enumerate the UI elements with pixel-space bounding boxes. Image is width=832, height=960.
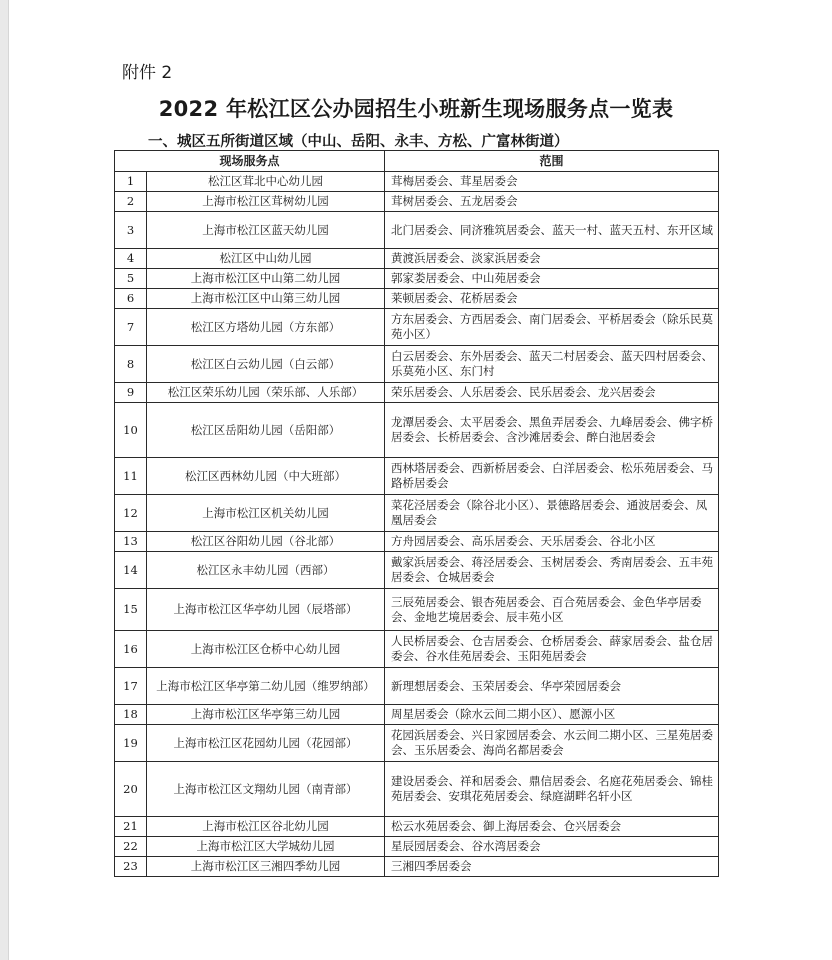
row-number: 8	[115, 346, 147, 383]
table-row	[115, 269, 719, 289]
row-site: 松江区西林幼儿园（中大班部）	[147, 458, 385, 495]
row-site: 上海市松江区茸树幼儿园	[147, 192, 385, 212]
row-number: 3	[115, 212, 147, 249]
row-site: 松江区中山幼儿园	[147, 249, 385, 269]
row-scope: 白云居委会、东外居委会、蓝天二村居委会、蓝天四村居委会、乐莫苑小区、东门村	[385, 346, 719, 383]
row-site: 松江区茸北中心幼儿园	[147, 172, 385, 192]
section-title: 一、城区五所街道区域（中山、岳阳、永丰、方松、广富林街道）	[148, 134, 569, 150]
row-site: 上海市松江区华亭幼儿园（辰塔部）	[147, 589, 385, 631]
row-scope: 菜花泾居委会（除谷北小区）、景德路居委会、通波居委会、凤凰居委会	[385, 495, 719, 532]
table-row	[115, 762, 719, 817]
table-row	[115, 403, 719, 458]
row-number: 15	[115, 589, 147, 631]
row-scope: 茸梅居委会、茸星居委会	[385, 172, 719, 192]
row-number: 6	[115, 289, 147, 309]
row-scope: 三辰苑居委会、银杏苑居委会、百合苑居委会、金色华亭居委会、金地艺境居委会、辰丰苑小区	[385, 589, 719, 631]
table-row	[115, 668, 719, 705]
table-row	[115, 309, 719, 346]
row-scope: 周星居委会（除水云间二期小区）、愿源小区	[385, 705, 719, 725]
row-scope: 戴家浜居委会、蒋泾居委会、玉树居委会、秀南居委会、五丰苑居委会、仓城居委会	[385, 552, 719, 589]
row-number: 19	[115, 725, 147, 762]
table-row	[115, 249, 719, 269]
row-site: 松江区谷阳幼儿园（谷北部）	[147, 532, 385, 552]
row-scope: 郭家娄居委会、中山苑居委会	[385, 269, 719, 289]
row-scope: 黄渡浜居委会、淡家浜居委会	[385, 249, 719, 269]
row-scope: 西林塔居委会、西新桥居委会、白洋居委会、松乐苑居委会、马路桥居委会	[385, 458, 719, 495]
row-site: 上海市松江区三湘四季幼儿园	[147, 857, 385, 877]
row-site: 松江区方塔幼儿园（方东部）	[147, 309, 385, 346]
row-site: 松江区白云幼儿园（白云部）	[147, 346, 385, 383]
row-scope: 莱顿居委会、花桥居委会	[385, 289, 719, 309]
row-number: 10	[115, 403, 147, 458]
table-row	[115, 346, 719, 383]
table-row	[115, 495, 719, 532]
service-points-table	[114, 150, 719, 877]
table-row	[115, 725, 719, 762]
row-site: 上海市松江区谷北幼儿园	[147, 817, 385, 837]
row-number: 21	[115, 817, 147, 837]
row-number: 4	[115, 249, 147, 269]
table-row	[115, 192, 719, 212]
row-number: 11	[115, 458, 147, 495]
row-number: 14	[115, 552, 147, 589]
row-scope: 北门居委会、同济雅筑居委会、蓝天一村、蓝天五村、东开区域	[385, 212, 719, 249]
row-scope: 人民桥居委会、仓吉居委会、仓桥居委会、薛家居委会、盐仓居委会、谷水佳苑居委会、玉阳苑居委会	[385, 631, 719, 668]
table-row	[115, 458, 719, 495]
table-row	[115, 631, 719, 668]
table-row	[115, 532, 719, 552]
table-row	[115, 837, 719, 857]
row-site: 松江区岳阳幼儿园（岳阳部）	[147, 403, 385, 458]
row-scope: 茸树居委会、五龙居委会	[385, 192, 719, 212]
row-number: 1	[115, 172, 147, 192]
row-number: 23	[115, 857, 147, 877]
row-site: 上海市松江区花园幼儿园（花园部）	[147, 725, 385, 762]
row-scope: 方东居委会、方西居委会、南门居委会、平桥居委会（除乐民莫苑小区）	[385, 309, 719, 346]
table-row	[115, 172, 719, 192]
row-number: 5	[115, 269, 147, 289]
row-scope: 荣乐居委会、人乐居委会、民乐居委会、龙兴居委会	[385, 383, 719, 403]
row-number: 17	[115, 668, 147, 705]
header-scope: 范围	[385, 151, 719, 172]
header-site: 现场服务点	[115, 151, 385, 172]
row-site: 上海市松江区大学城幼儿园	[147, 837, 385, 857]
row-number: 7	[115, 309, 147, 346]
row-scope: 三湘四季居委会	[385, 857, 719, 877]
table-row	[115, 817, 719, 837]
table-row	[115, 589, 719, 631]
row-site: 上海市松江区华亭第二幼儿园（维罗纳部）	[147, 668, 385, 705]
viewer-page-edge	[0, 0, 9, 960]
attachment-label: 附件 2	[122, 63, 173, 83]
row-site: 上海市松江区华亭第三幼儿园	[147, 705, 385, 725]
row-site: 上海市松江区中山第二幼儿园	[147, 269, 385, 289]
row-site: 上海市松江区机关幼儿园	[147, 495, 385, 532]
table-row	[115, 383, 719, 403]
row-scope: 星辰园居委会、谷水湾居委会	[385, 837, 719, 857]
row-number: 9	[115, 383, 147, 403]
table-header-row	[115, 151, 719, 172]
document-title: 2022 年松江区公办园招生小班新生现场服务点一览表	[158, 97, 674, 121]
table-row	[115, 289, 719, 309]
row-number: 20	[115, 762, 147, 817]
table-row	[115, 552, 719, 589]
table-row	[115, 212, 719, 249]
row-scope: 新理想居委会、玉荣居委会、华亭荣园居委会	[385, 668, 719, 705]
row-number: 13	[115, 532, 147, 552]
row-scope: 花园浜居委会、兴日家园居委会、水云间二期小区、三星苑居委会、玉乐居委会、海尚名都居委会	[385, 725, 719, 762]
row-site: 上海市松江区中山第三幼儿园	[147, 289, 385, 309]
row-number: 12	[115, 495, 147, 532]
row-number: 2	[115, 192, 147, 212]
row-site: 松江区永丰幼儿园（西部）	[147, 552, 385, 589]
row-site: 上海市松江区仓桥中心幼儿园	[147, 631, 385, 668]
row-number: 22	[115, 837, 147, 857]
row-site: 上海市松江区文翔幼儿园（南青部）	[147, 762, 385, 817]
table-row	[115, 857, 719, 877]
row-scope: 建设居委会、祥和居委会、鼎信居委会、名庭花苑居委会、锦桂苑居委会、安琪花苑居委会、绿庭湖畔名轩小区	[385, 762, 719, 817]
row-scope: 龙潭居委会、太平居委会、黑鱼弄居委会、九峰居委会、佛字桥居委会、长桥居委会、含沙滩居委会、醉白池居委会	[385, 403, 719, 458]
row-number: 18	[115, 705, 147, 725]
row-number: 16	[115, 631, 147, 668]
row-scope: 松云水苑居委会、御上海居委会、仓兴居委会	[385, 817, 719, 837]
row-site: 上海市松江区蓝天幼儿园	[147, 212, 385, 249]
row-scope: 方舟园居委会、高乐居委会、天乐居委会、谷北小区	[385, 532, 719, 552]
table-row	[115, 705, 719, 725]
row-site: 松江区荣乐幼儿园（荣乐部、人乐部）	[147, 383, 385, 403]
